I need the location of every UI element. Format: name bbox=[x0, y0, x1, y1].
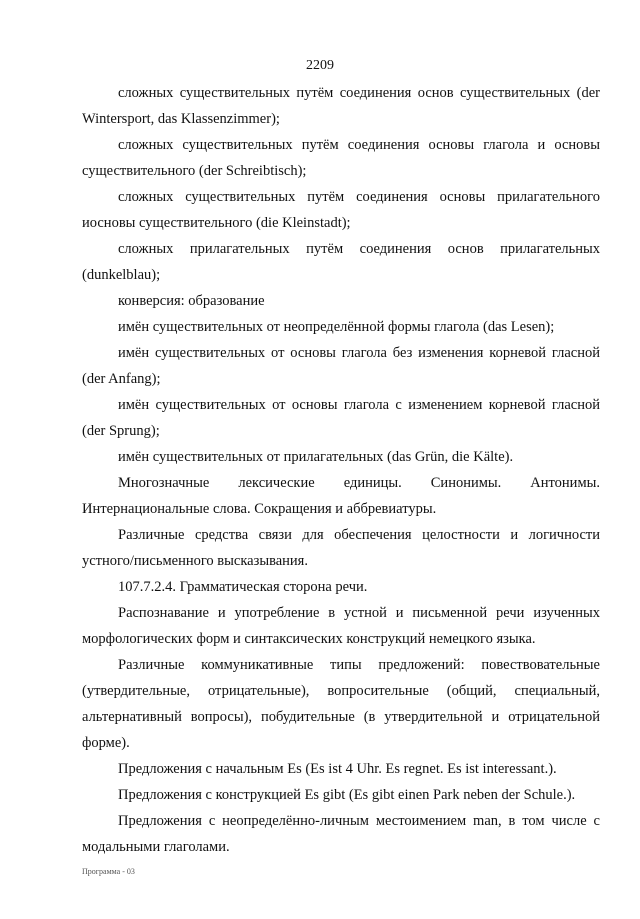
paragraph: имён существительных от неопределённой формы глагола (das Lesen); bbox=[118, 319, 555, 335]
paragraph: имён существительных от основы глагола с изменением корневой гласной (der Sprung); bbox=[82, 397, 600, 439]
footer-label: Программа - 03 bbox=[82, 867, 135, 876]
paragraph: сложных существительных путём соединения основ существительных (der Wintersport, das Klassenzimmer); bbox=[82, 85, 600, 127]
section-heading: 107.7.2.4. Грамматическая сторона речи. bbox=[118, 579, 368, 595]
paragraph: сложных существительных путём соединения основы глагола и основы существительного (der Schreibtisch); bbox=[82, 137, 600, 179]
document-body bbox=[82, 80, 600, 860]
paragraph: Предложения с конструкцией Es gibt (Es gibt einen Park neben der Schule.). bbox=[118, 787, 576, 803]
paragraph: имён существительных от основы глагола без изменения корневой гласной (der Anfang); bbox=[82, 345, 600, 387]
paragraph: сложных прилагательных путём соединения основ прилагательных (dunkelblau); bbox=[82, 241, 600, 283]
paragraph: имён существительных от прилагательных (das Grün, die Kälte). bbox=[118, 449, 514, 465]
paragraph: конверсия: образование bbox=[118, 293, 265, 309]
paragraph: сложных существительных путём соединения основы прилагательного иосновы существительного (die Kleinstadt); bbox=[82, 189, 600, 231]
paragraph: Многозначные лексические единицы. Синонимы. Антонимы. Интернациональные слова. Сокращения и аббревиатуры. bbox=[82, 475, 600, 517]
paragraph: Предложения с неопределённо-личным местоимением man, в том числе с модальными глаголами. bbox=[82, 813, 600, 855]
paragraph: Различные коммуникативные типы предложений: повествовательные (утвердительные, отрицательные), вопросительные (общий, специальный, альтернативный вопросы), побудительные (в утвердительной и отрицательной форме). bbox=[82, 657, 600, 751]
paragraph: Предложения с начальным Es (Es ist 4 Uhr. Es regnet. Es ist interessant.). bbox=[118, 761, 557, 777]
page-number: 2209 bbox=[306, 58, 334, 73]
paragraph: Различные средства связи для обеспечения целостности и логичности устного/письменного высказывания. bbox=[82, 527, 600, 569]
paragraph: Распознавание и употребление в устной и письменной речи изученных морфологических форм и синтаксических конструкций немецкого языка. bbox=[82, 605, 600, 647]
